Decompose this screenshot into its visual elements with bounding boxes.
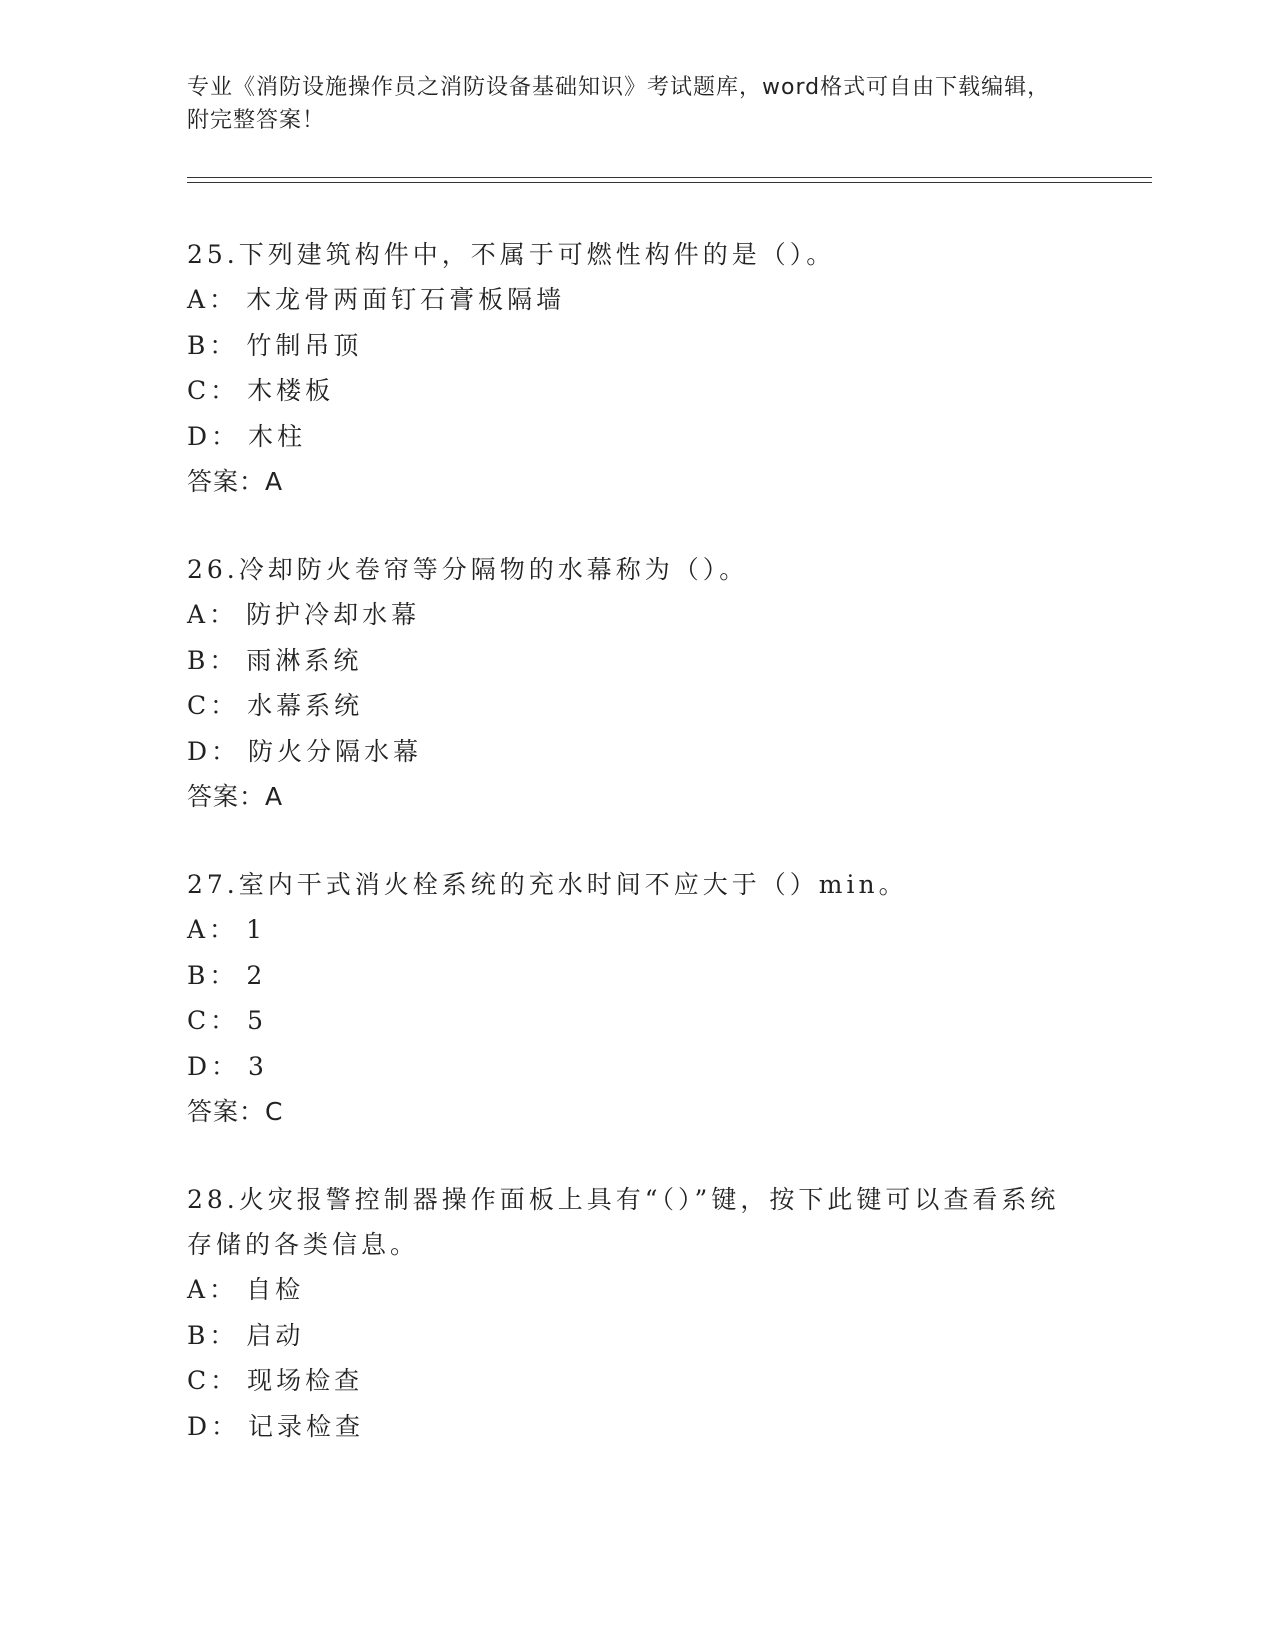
- question-stem: 27.室内干式消火栓系统的充水时间不应大于（）min。: [187, 870, 908, 899]
- option-b: [187, 323, 1087, 369]
- answer-value: A: [265, 782, 284, 811]
- option-key: A：: [187, 1275, 239, 1304]
- option-key: C：: [187, 376, 240, 405]
- option-key: D：: [187, 736, 241, 766]
- question-list: [187, 232, 1087, 1491]
- option-d: [187, 1044, 1087, 1090]
- option-d: [187, 414, 1087, 460]
- option-c: [187, 368, 1087, 414]
- option-text: 竹制吊顶: [246, 330, 363, 360]
- answer-value: A: [265, 467, 284, 496]
- option-a: [187, 592, 1087, 638]
- answer-label: 答案：: [187, 1097, 266, 1126]
- option-text: 3: [248, 1051, 268, 1081]
- question-stem: 26.冷却防火卷帘等分隔物的水幕称为（）。: [187, 555, 749, 584]
- option-text: 防护冷却水幕: [246, 600, 421, 629]
- option-key: A：: [187, 285, 239, 314]
- option-c: [187, 1358, 1087, 1404]
- option-key: D：: [187, 1411, 241, 1441]
- answer-line: [187, 774, 1087, 820]
- header-rule-top: [187, 177, 1152, 178]
- question-26: [187, 547, 1087, 820]
- option-key: A：: [187, 600, 239, 629]
- question-27: [187, 862, 1087, 1135]
- option-text: 1: [246, 915, 266, 944]
- option-key: B：: [187, 1320, 239, 1350]
- option-d: [187, 1404, 1087, 1450]
- answer-label: 答案：: [187, 782, 266, 811]
- option-key: C：: [187, 1006, 240, 1035]
- option-d: [187, 729, 1087, 775]
- option-text: 雨淋系统: [246, 645, 363, 675]
- option-c: [187, 683, 1087, 729]
- option-text: 2: [246, 960, 267, 990]
- answer-line: [187, 459, 1087, 505]
- question-stem: 28.火灾报警控制器操作面板上具有“（）”键，按下此键可以查看系统存储的各类信息。: [187, 1185, 1060, 1259]
- option-key: D：: [187, 421, 241, 451]
- option-c: [187, 998, 1087, 1044]
- option-a: [187, 907, 1087, 953]
- option-a: [187, 277, 1087, 323]
- option-b: [187, 953, 1087, 999]
- header-rule-bottom: [187, 182, 1152, 183]
- option-key: A：: [187, 915, 239, 944]
- option-b: [187, 1313, 1087, 1359]
- option-text: 自检: [246, 1275, 305, 1304]
- option-key: B：: [187, 960, 239, 990]
- option-key: C：: [187, 1366, 240, 1395]
- option-key: B：: [187, 645, 239, 675]
- option-text: 防火分隔水幕: [248, 736, 423, 766]
- option-key: C：: [187, 691, 240, 720]
- answer-line: [187, 1089, 1087, 1135]
- question-25: [187, 232, 1087, 505]
- question-28: [187, 1177, 1087, 1449]
- option-text: 木龙骨两面钉石膏板隔墙: [246, 285, 566, 314]
- option-text: 水幕系统: [247, 691, 364, 720]
- option-text: 木柱: [248, 421, 307, 451]
- option-key: D：: [187, 1051, 241, 1081]
- answer-label: 答案：: [187, 467, 266, 496]
- document-header: 专业《消防设施操作员之消防设备基础知识》考试题库，word格式可自由下载编辑，附完整答案！: [187, 75, 1051, 133]
- option-text: 木楼板: [247, 376, 335, 405]
- option-text: 现场检查: [247, 1366, 364, 1395]
- option-b: [187, 638, 1087, 684]
- answer-value: C: [265, 1097, 284, 1126]
- option-a: [187, 1267, 1087, 1313]
- option-text: 5: [247, 1006, 268, 1035]
- option-text: 启动: [246, 1320, 305, 1350]
- option-text: 记录检查: [248, 1411, 365, 1441]
- question-stem: 25.下列建筑构件中，不属于可燃性构件的是（）。: [187, 240, 836, 269]
- option-key: B：: [187, 330, 239, 360]
